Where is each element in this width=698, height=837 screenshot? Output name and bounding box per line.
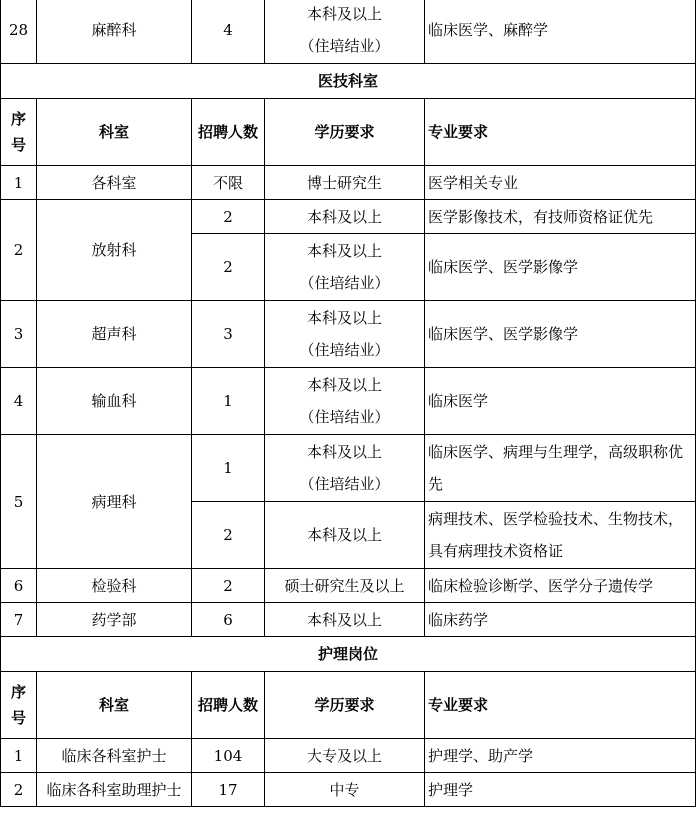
table-row xyxy=(1,603,696,637)
table-row xyxy=(1,301,696,368)
seq-cell: 5 xyxy=(1,435,37,569)
major-cell: 临床药学 xyxy=(425,603,696,637)
dept-cell: 各科室 xyxy=(37,166,192,200)
major-cell: 护理学、助产学 xyxy=(425,739,696,773)
dept-cell: 输血科 xyxy=(37,368,192,435)
table-row xyxy=(1,368,696,435)
edu-line2: （住培结业） xyxy=(299,341,390,359)
seq-cell: 1 xyxy=(1,166,37,200)
header-count: 招聘人数 xyxy=(192,672,265,739)
dept-cell: 检验科 xyxy=(37,569,192,603)
seq-cell: 3 xyxy=(1,301,37,368)
edu-cell: 中专 xyxy=(265,773,425,807)
seq-cell: 28 xyxy=(1,0,37,64)
edu-line2: （住培结业） xyxy=(299,274,390,292)
header-edu: 学历要求 xyxy=(265,672,425,739)
header-major: 专业要求 xyxy=(425,99,696,166)
seq-cell: 6 xyxy=(1,569,37,603)
edu-cell: 博士研究生 xyxy=(265,166,425,200)
dept-cell: 临床各科室助理护士 xyxy=(37,773,192,807)
section-title-medtech: 医技科室 xyxy=(1,64,696,99)
major-cell: 护理学 xyxy=(425,773,696,807)
major-cell: 临床医学、医学影像学 xyxy=(425,301,696,368)
header-seq: 序号 xyxy=(1,672,37,739)
seq-cell: 2 xyxy=(1,200,37,301)
count-cell: 1 xyxy=(192,368,265,435)
count-cell: 3 xyxy=(192,301,265,368)
edu-line1: 本科及以上 xyxy=(306,309,382,327)
edu-line2: （住培结业） xyxy=(299,37,390,55)
count-cell: 2 xyxy=(192,569,265,603)
edu-line1: 本科及以上 xyxy=(306,242,382,260)
count-cell: 2 xyxy=(192,200,265,234)
count-cell: 不限 xyxy=(192,166,265,200)
count-cell: 1 xyxy=(192,435,265,502)
table-row xyxy=(1,773,696,807)
header-row xyxy=(1,99,696,166)
major-cell: 临床医学 xyxy=(425,368,696,435)
table-row xyxy=(1,435,696,502)
table-row xyxy=(1,0,696,64)
seq-cell: 7 xyxy=(1,603,37,637)
edu-cell: 本科及以上 xyxy=(265,200,425,234)
edu-cell: 硕士研究生及以上 xyxy=(265,569,425,603)
seq-cell: 2 xyxy=(1,773,37,807)
dept-cell: 药学部 xyxy=(37,603,192,637)
major-cell: 临床医学、医学影像学 xyxy=(425,234,696,301)
major-cell: 医学相关专业 xyxy=(425,166,696,200)
major-cell: 临床医学、麻醉学 xyxy=(425,0,696,64)
seq-cell: 1 xyxy=(1,739,37,773)
section-title-row xyxy=(1,637,696,672)
count-cell: 2 xyxy=(192,234,265,301)
edu-cell: 大专及以上 xyxy=(265,739,425,773)
seq-cell: 4 xyxy=(1,368,37,435)
table-row xyxy=(1,166,696,200)
edu-line2: （住培结业） xyxy=(299,475,390,493)
edu-cell xyxy=(265,301,425,368)
header-edu: 学历要求 xyxy=(265,99,425,166)
table-row xyxy=(1,739,696,773)
edu-cell xyxy=(265,0,425,64)
table-row xyxy=(1,569,696,603)
dept-cell: 超声科 xyxy=(37,301,192,368)
count-cell: 4 xyxy=(192,0,265,64)
header-dept: 科室 xyxy=(37,672,192,739)
header-major: 专业要求 xyxy=(425,672,696,739)
header-row xyxy=(1,672,696,739)
edu-line1: 本科及以上 xyxy=(306,5,382,23)
header-count: 招聘人数 xyxy=(192,99,265,166)
major-cell: 医学影像技术，有技师资格证优先 xyxy=(425,200,696,234)
edu-cell: 本科及以上 xyxy=(265,502,425,569)
major-cell: 临床检验诊断学、医学分子遗传学 xyxy=(425,569,696,603)
dept-cell: 病理科 xyxy=(37,435,192,569)
header-seq: 序号 xyxy=(1,99,37,166)
dept-cell: 临床各科室护士 xyxy=(37,739,192,773)
edu-cell xyxy=(265,368,425,435)
count-cell: 2 xyxy=(192,502,265,569)
dept-cell: 放射科 xyxy=(37,200,192,301)
edu-line1: 本科及以上 xyxy=(306,376,382,394)
major-cell: 病理技术、医学检验技术、生物技术，具有病理技术资格证 xyxy=(425,502,696,569)
section-title-nursing: 护理岗位 xyxy=(1,637,696,672)
table-row xyxy=(1,200,696,234)
edu-line2: （住培结业） xyxy=(299,408,390,426)
count-cell: 6 xyxy=(192,603,265,637)
major-cell: 临床医学、病理与生理学，高级职称优先 xyxy=(425,435,696,502)
edu-cell: 本科及以上 xyxy=(265,603,425,637)
edu-cell xyxy=(265,435,425,502)
header-dept: 科室 xyxy=(37,99,192,166)
count-cell: 104 xyxy=(192,739,265,773)
count-cell: 17 xyxy=(192,773,265,807)
edu-line1: 本科及以上 xyxy=(306,443,382,461)
dept-cell: 麻醉科 xyxy=(37,0,192,64)
section-title-row xyxy=(1,64,696,99)
edu-cell xyxy=(265,234,425,301)
